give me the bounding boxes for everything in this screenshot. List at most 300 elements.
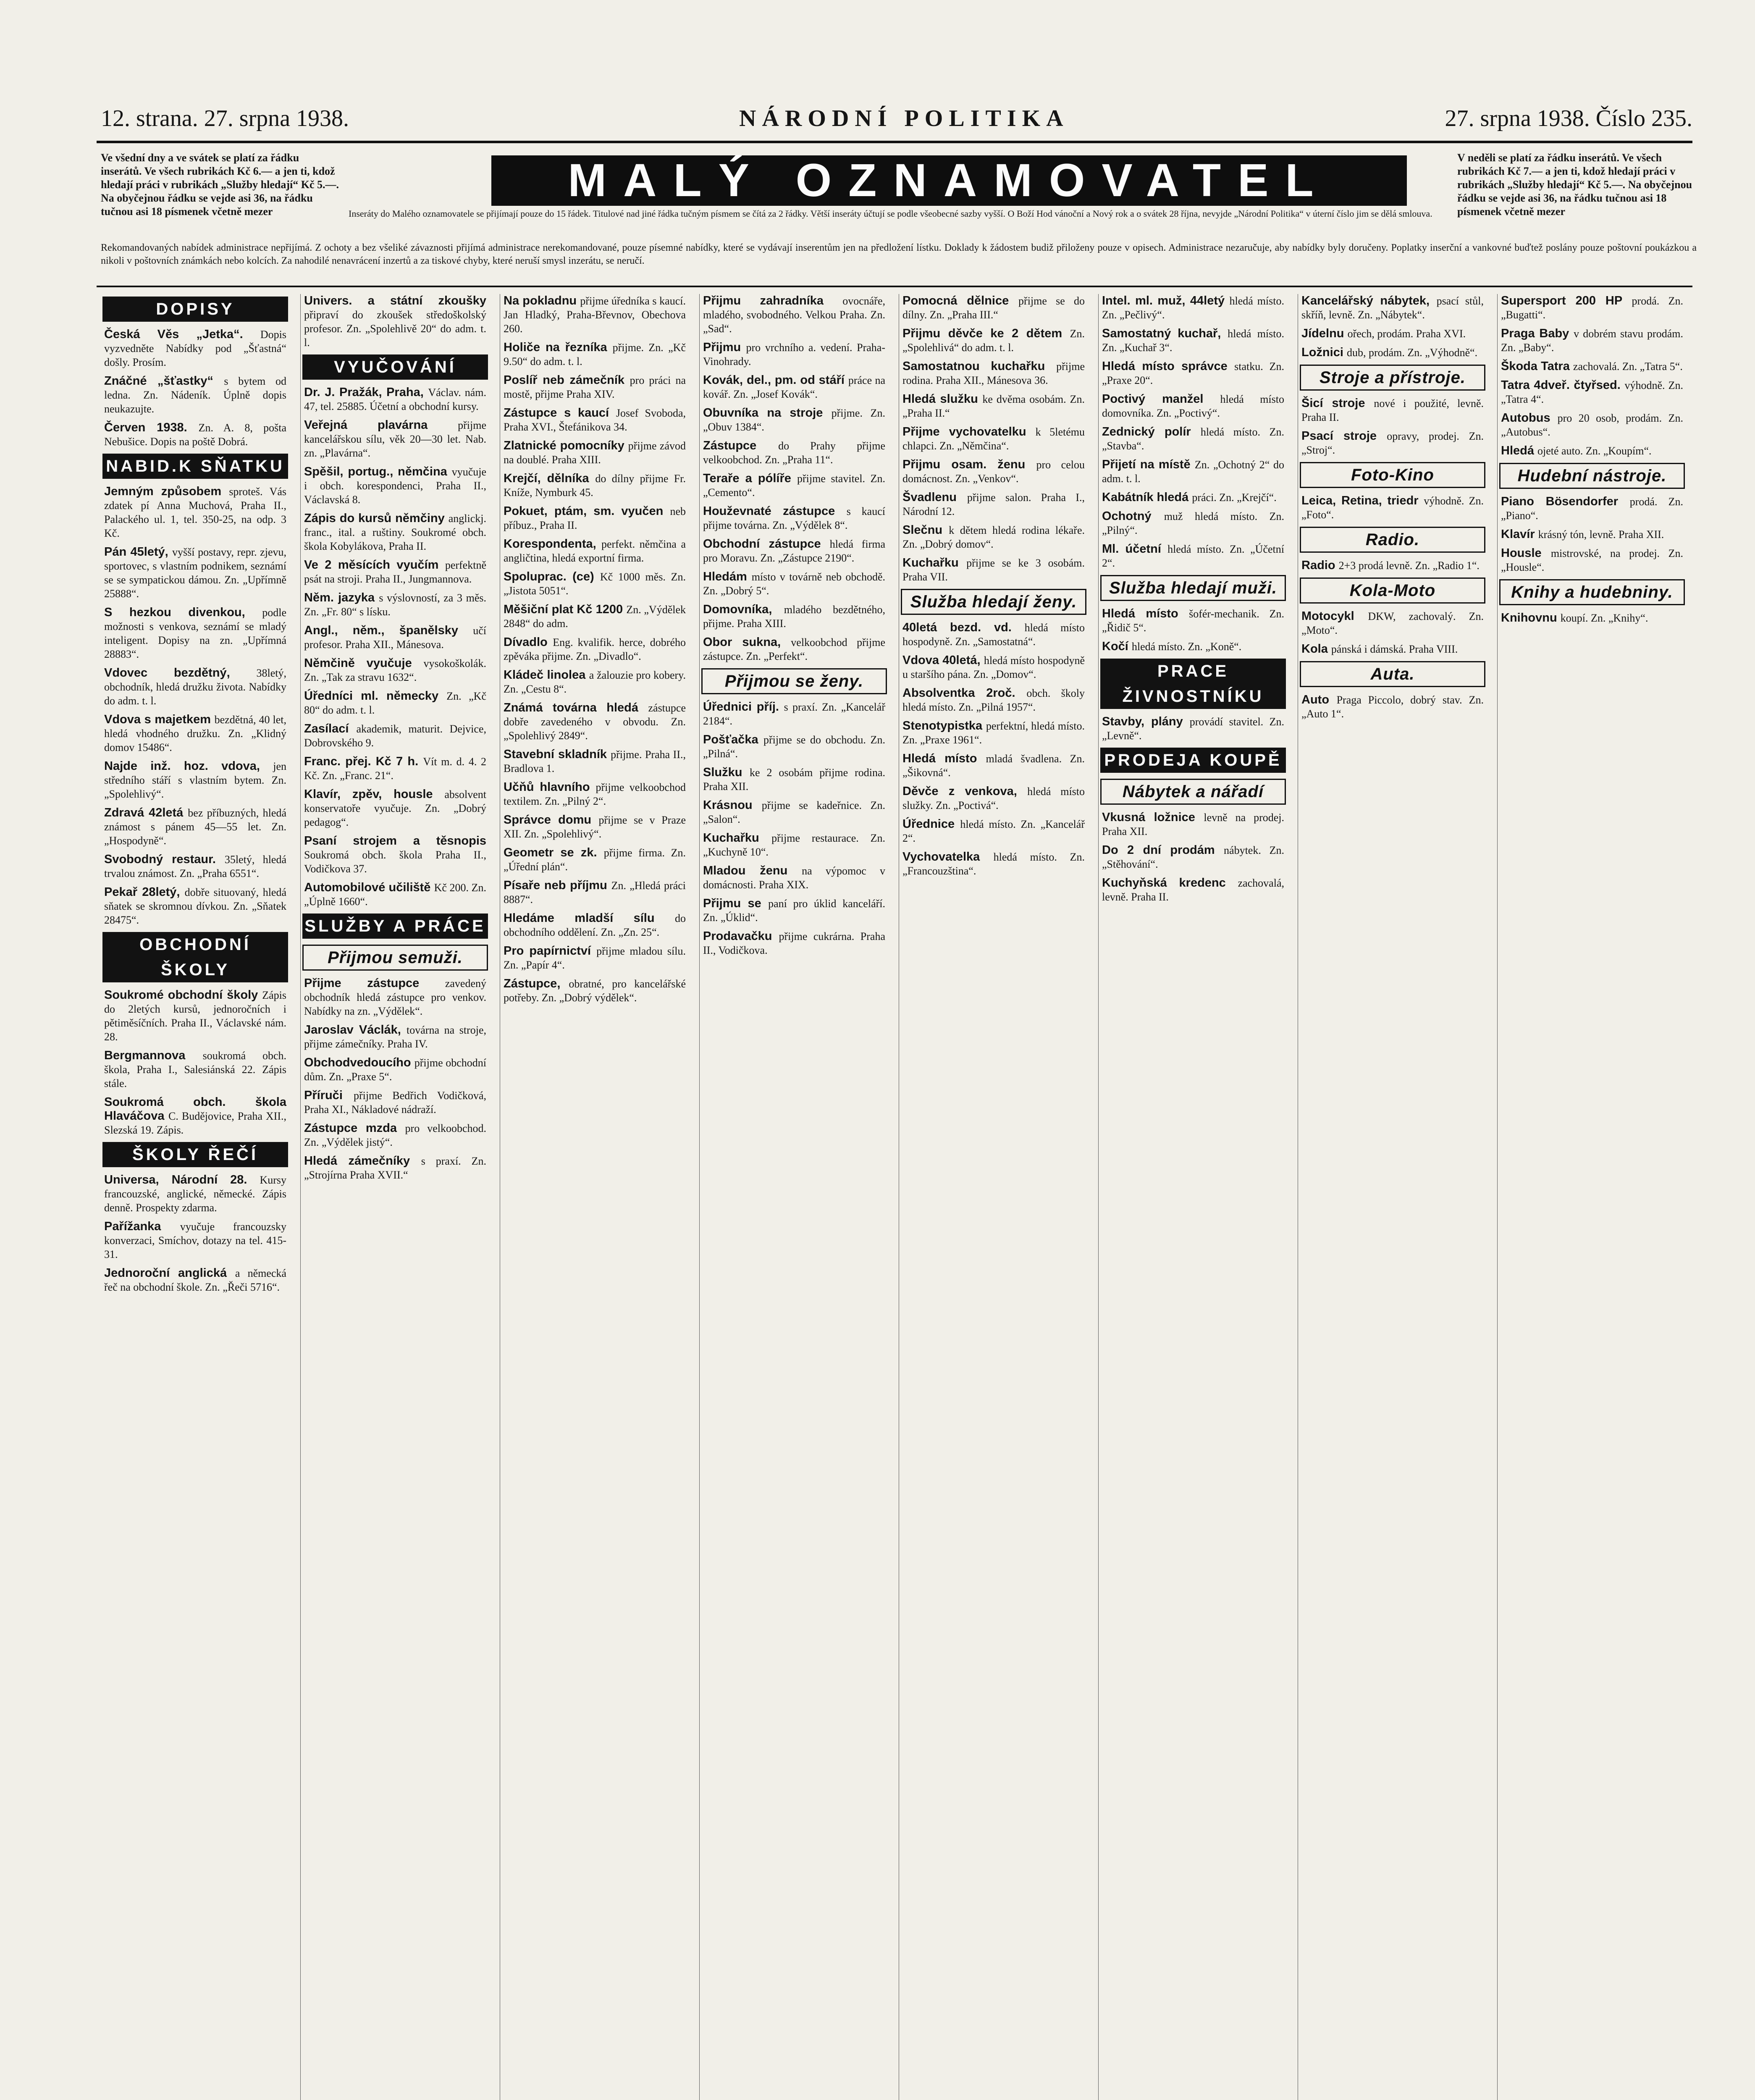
ad-headline: Obchodní zástupce	[703, 537, 830, 551]
classified-ad	[504, 635, 686, 663]
ad-headline: Služku	[703, 766, 750, 779]
ad-text: továrna na stroje, přijme zámečníky. Praha IV.	[304, 1024, 486, 1050]
classified-ad	[304, 656, 486, 684]
classified-ad	[104, 1173, 286, 1215]
ad-headline: Motocykl	[1301, 609, 1368, 623]
classified-ad	[304, 834, 486, 876]
ad-text: místo v továrně neb obchodě. Zn. „Dobrý 5“.	[703, 571, 885, 597]
classified-ad	[902, 491, 1085, 518]
ad-headline: Mladou ženu	[703, 864, 802, 877]
ad-text: hledá místo hospodyně u staršího pána. Zn. „Domov“.	[902, 654, 1085, 680]
ad-text: hledá místo. Zn. „Stavba“.	[1102, 426, 1284, 452]
ad-headline: Vdova 40letá,	[902, 654, 984, 667]
ad-text: přijme firma. Zn. „Úřední plán“.	[504, 847, 686, 873]
ad-text: přijme salon. Praha I., Národní 12.	[902, 491, 1085, 517]
classified-ad	[1102, 360, 1284, 387]
ad-headline: Úřednici příj.	[703, 700, 784, 714]
ad-headline: Správce domu	[504, 813, 599, 827]
ad-headline: Pán 45letý,	[104, 545, 172, 559]
classified-ad	[1501, 495, 1683, 522]
ad-headline: Škoda Tatra	[1501, 360, 1573, 373]
ad-headline: Zápis do kursů němčiny	[304, 512, 449, 525]
ad-text: nové i použité, levně. Praha II.	[1301, 397, 1484, 423]
classified-ad	[104, 374, 286, 416]
ad-headline: Do 2 dní prodám	[1102, 843, 1224, 857]
ad-headline: Obchodvedoucího	[304, 1056, 414, 1069]
ad-headline: Hledá	[1501, 444, 1538, 457]
ad-headline: Poctivý manžel	[1102, 392, 1220, 406]
ad-headline: Kuchařku	[902, 556, 967, 570]
ad-text: perfektní, hledá místo. Zn. „Praxe 1961“.	[902, 720, 1085, 746]
ad-text: Zn. „Hledá práci 8887“.	[504, 879, 686, 906]
classified-ad	[1301, 429, 1484, 457]
ad-text: sproteš. Vás zdatek pí Anna Muchová, Praha II., Palackého ul. 1, tel. 350-25, na odp. 3 Kč.	[104, 486, 286, 539]
ad-headline: Najde inž. hoz. vdova,	[104, 759, 273, 773]
ad-text: mistrovské, na prodej. Zn. „Housle“.	[1501, 547, 1683, 573]
ad-headline: Soukromé obchodní školy	[104, 988, 262, 1002]
ad-text: vysokoškolák. Zn. „Tak za stravu 1632“.	[304, 657, 486, 683]
ad-headline: Přijmu zahradníka	[703, 294, 843, 307]
ad-headline: Angl., něm., španělsky	[304, 624, 473, 637]
classified-ad	[703, 570, 885, 598]
ad-headline: Hledá místo	[902, 752, 986, 765]
ad-text: učí profesor. Praha XII., Mánesova.	[304, 625, 486, 651]
ad-text: připraví do zkoušek středoškolský profesor. Zn. „Spolehlivě 20“ do adm. t. l.	[304, 309, 486, 349]
classified-ad	[902, 425, 1085, 453]
masthead-title: NÁRODNÍ POLITIKA	[739, 105, 1069, 131]
classified-ad	[1501, 294, 1683, 322]
ad-text: hledá firma pro Moravu. Zn. „Zástupce 2190“.	[703, 538, 886, 564]
ad-text: dub, prodám. Zn. „Výhodně“.	[1346, 346, 1478, 359]
ad-headline: Hledám	[703, 570, 752, 583]
ad-text: mladá švadlena. Zn. „Šikovná“.	[902, 753, 1085, 779]
ad-headline: Příruči	[304, 1089, 354, 1102]
classified-ad	[504, 439, 686, 467]
ad-text: Zn. „Spolehlivá“ do adm. t. l.	[902, 328, 1085, 354]
section-heading: ŠKOLY ŘEČÍ	[102, 1142, 288, 1167]
ad-headline: Kovák, del., pm. od stáří	[703, 373, 848, 387]
classified-ad	[104, 666, 286, 708]
ad-text: práce na kovář. Zn. „Josef Kovák“.	[703, 374, 885, 400]
ad-headline: Stavební skladník	[504, 748, 611, 761]
ad-text: Kursy francouzské, anglické, německé. Zápis denně. Prospekty zdarma.	[104, 1174, 286, 1214]
ad-headline: Děvče z venkova,	[902, 785, 1028, 798]
ad-text: přijme závod na doublé. Praha XIII.	[504, 440, 686, 466]
ad-headline: Krásnou	[703, 798, 762, 812]
section-heading: Služba hledají ženy.	[901, 589, 1086, 615]
ad-text: zachovalá, levně. Praha II.	[1102, 877, 1284, 903]
classified-ad	[902, 817, 1085, 845]
ad-headline: Universa, Národní 28.	[104, 1173, 260, 1186]
ad-headline: Učňů hlavního	[504, 780, 596, 794]
ad-headline: Jaroslav Václák,	[304, 1023, 407, 1037]
classified-ad	[104, 806, 286, 848]
ad-headline: Kola	[1301, 642, 1331, 656]
ad-text: k 5letému chlapci. Zn. „Němčina“.	[902, 426, 1085, 452]
classified-ad	[504, 472, 686, 499]
ad-headline: Na pokladnu	[504, 294, 580, 307]
classified-ad	[703, 766, 885, 793]
weekday-price-note: Ve všední dny a ve svátek se platí za řádku inserátů. Ve všech rubrikách Kč 6.— a jen ti, kdož hledají práci v rubrikách „Služby hledají“ Kč 5.—. Na obyčejnou řádku se vejde asi 36, na řádku tučnou asi 18 písmenek včetně mezer	[101, 152, 339, 218]
ad-headline: Spoluprac. (ce)	[504, 570, 600, 583]
ad-text: do obchodního oddělení. Zn. „Zn. 25“.	[504, 912, 686, 938]
ad-headline: Veřejná plavárna	[304, 418, 458, 432]
ad-text: hledá místo. Zn. „Kancelář 2“.	[902, 818, 1085, 844]
ad-text: paní pro úklid kanceláří. Zn. „Úklid“.	[703, 898, 885, 924]
ad-text: pro celou domácnost. Zn. „Venkov“.	[902, 459, 1085, 485]
classified-ad	[1102, 327, 1284, 354]
classified-ad	[1501, 528, 1683, 541]
classified-ad	[304, 558, 486, 586]
section-heading: Služba hledají muži.	[1100, 575, 1286, 601]
header-rule	[97, 141, 1692, 143]
administration-disclaimer: Rekomandovaných nabídek administrace nepřijímá. Z ochoty a bez všeliké závaznosti přijímá administrace nerekomandované, pouze písemné nabídky, které se vydávají inserentům jen na předložení lístku. Doklady k žádostem budiž přiloženy pouze v opisech. Administrace nezaručuje, aby nabídky byly doručeny. Poplatky inserční a vankovné buďtež poslány pouze poštovní poukázkou a nikoli v poštovních známkách nebo kolcích. Za nahodilé nenavrácení inzertů a za tiskové chyby, které neruší smysl inzerátu, se neručí.	[101, 242, 1697, 266]
ad-headline: Vkusná ložnice	[1102, 811, 1204, 824]
ad-text: přijme se v Praze XII. Zn. „Spolehlivý“.	[504, 814, 686, 840]
ad-text: psací stůl, skříň, levně. Zn. „Nábytek“.	[1301, 295, 1484, 321]
ad-text: pro práci na mostě, přijme Praha XIV.	[504, 374, 686, 400]
ad-headline: Supersport 200 HP	[1501, 294, 1632, 307]
ad-text: obratné, pro kancelářské potřeby. Zn. „Dobrý výdělek“.	[504, 978, 686, 1004]
ad-text: přijme. Zn. „Obuv 1384“.	[703, 407, 885, 433]
section-heading: Stroje a přístroje.	[1300, 365, 1485, 391]
classified-ad	[504, 846, 686, 874]
ad-headline: Jídelnu	[1301, 327, 1348, 340]
page-number-date: 12. strana. 27. srpna 1938.	[101, 105, 349, 131]
ad-text: prodá. Zn. „Piano“.	[1501, 496, 1683, 522]
ad-headline: Obor sukna,	[703, 635, 791, 649]
ad-rules-intro: Inseráty do Malého oznamovatele se přijímají pouze do 15 řádek. Titulové nad jiné řádka tučným písmem se čítá za 2 řádky. Větší inseráty účtují se podle všeobecné sazby vyšší. O Boží Hod vánoční a Nový rok a o svátek 28 října, nevyjde „Národní Politika“ v úterní číslo jim se dělá smlouva.	[349, 209, 1432, 219]
ad-headline: Jemným způsobem	[104, 485, 229, 498]
classified-ad	[703, 700, 885, 728]
ad-headline: 40letá bezd. vd.	[902, 621, 1025, 634]
classified-ad	[504, 748, 686, 775]
classified-ad	[504, 944, 686, 972]
classified-ad	[1501, 360, 1683, 373]
ad-text: nábytek. Zn. „Stěhování“.	[1102, 844, 1285, 870]
classified-ad	[1301, 346, 1484, 360]
classified-ad	[104, 885, 286, 927]
ad-text: práci. Zn. „Krejčí“.	[1192, 491, 1277, 504]
ad-headline: Něm. jazyka	[304, 591, 379, 604]
classified-ad	[304, 689, 486, 717]
ad-headline: Psací stroje	[1301, 429, 1387, 443]
ad-text: bezdětná, 40 let, hledá vhodného družku. Zn. „Klidný domov 15486“.	[104, 714, 286, 753]
ad-text: hledá místo. Zn. „Koně“.	[1131, 640, 1242, 653]
ad-headline: Radio	[1301, 559, 1339, 572]
ad-headline: Obuvníka na stroje	[703, 406, 832, 420]
ad-text: s bytem od ledna. Zn. Nádeník. Úplně dopis neukazujte.	[104, 375, 286, 415]
section-banner: MALÝ OZNAMOVATEL	[491, 155, 1407, 206]
classified-ad	[104, 759, 286, 801]
ad-headline: Autobus	[1501, 411, 1558, 425]
classified-ad	[504, 537, 686, 565]
ad-text: k dětem hledá rodina lékaře. Zn. „Dobrý domov“.	[902, 524, 1085, 550]
ad-headline: Univers. a státní zkoušky	[304, 294, 486, 307]
ad-headline: Ve 2 měsících vyučím	[304, 558, 445, 572]
classified-ad	[504, 780, 686, 808]
ad-text: hledá místo. Zn. „Pečlivý“.	[1102, 295, 1285, 321]
ad-headline: Přijmu	[703, 341, 746, 354]
ad-text: obch. školy hledá místo. Zn. „Pilná 1957“.	[902, 687, 1085, 713]
ad-headline: Domovníka,	[703, 603, 784, 616]
ad-text: pro velkoobchod. Zn. „Výdělek jistý“.	[304, 1122, 486, 1148]
ad-text: neb příbuz., Praha II.	[504, 505, 686, 531]
ad-headline: Vdovec bezdětný,	[104, 666, 257, 680]
classified-ad	[703, 341, 885, 368]
ad-text: Kč 1000 měs. Zn. „Jistota 5051“.	[504, 571, 686, 597]
ad-headline: Úředníci ml. německy	[304, 689, 447, 703]
classified-ad	[504, 668, 686, 696]
ad-text: Praga Piccolo, dobrý stav. Zn. „Auto 1“.	[1301, 694, 1484, 720]
ad-text: ořech, prodám. Praha XVI.	[1347, 328, 1466, 340]
ad-headline: Leica, Retina, triedr	[1301, 494, 1424, 507]
ad-headline: Klavír, zpěv, housle	[304, 788, 445, 801]
classified-ad	[1102, 458, 1284, 486]
ad-headline: Zednický polír	[1102, 425, 1201, 438]
section-heading: SLUŽBY A PRÁCE	[302, 914, 488, 939]
ad-headline: Zlatnické pomocníky	[504, 439, 628, 452]
section-heading: Radio.	[1300, 527, 1485, 553]
ad-text: ovocnáře, mladého, svobodného. Velkou Praha. Zn. „Sad“.	[703, 295, 885, 335]
classified-ad	[1102, 491, 1284, 504]
ad-text: hledá místo. Zn. „Kuchař 3“.	[1102, 328, 1284, 354]
classified-ad	[104, 853, 286, 880]
ad-column	[101, 294, 290, 2100]
classified-ad	[504, 813, 686, 841]
ad-text: perfekt. němčina a angličtina, hledá exportní firma.	[504, 538, 686, 564]
ad-headline: Pařížanka	[104, 1220, 180, 1233]
classified-ad	[1102, 425, 1284, 453]
ad-headline: Jednoroční anglická	[104, 1266, 235, 1280]
classified-ad	[304, 418, 486, 460]
classified-ad	[1501, 546, 1683, 574]
classified-ad	[304, 465, 486, 507]
ad-headline: Housle	[1501, 546, 1551, 560]
ad-text: s praxí. Zn. „Kancelář 2184“.	[703, 701, 885, 727]
classified-ad	[1102, 843, 1284, 871]
banner-rule	[97, 286, 1692, 287]
section-heading: Hudební nástroje.	[1499, 463, 1685, 489]
ad-headline: Pošťačka	[703, 733, 763, 746]
ad-text: Zápis do 2letých kursů, jednoročních i pětiměsíčních. Praha II., Václavské nám. 28.	[104, 989, 286, 1043]
section-heading: Auta.	[1300, 661, 1485, 687]
ad-text: anglickj. franc., ital. a ruštiny. Soukromé obch. škola Kobylákova, Praha II.	[304, 512, 486, 552]
classified-ad	[902, 621, 1085, 648]
classified-ad	[304, 386, 486, 413]
ad-text: přijme restaurace. Zn. „Kuchyně 10“.	[703, 832, 885, 858]
ad-text: výhodně. Zn. „Foto“.	[1301, 495, 1484, 521]
classified-ad	[504, 879, 686, 906]
classified-ad	[902, 654, 1085, 681]
ad-text: provádí stavitel. Zn. „Levně“.	[1102, 716, 1284, 742]
classified-ad	[1501, 327, 1683, 354]
ad-text: přijme se kadeřnice. Zn. „Salon“.	[703, 799, 886, 825]
ad-text: jen středního stáří s vlastním bytem. Zn. „Spolehlivý“.	[104, 760, 286, 800]
classified-ad	[1301, 609, 1484, 637]
section-heading: Kola-Moto	[1300, 578, 1485, 604]
ad-column	[1298, 294, 1487, 2100]
ad-text: hledá místo. Zn. „Účetní 2“.	[1102, 543, 1284, 569]
ad-text: levně na prodej. Praha XII.	[1102, 811, 1284, 837]
classified-ad	[504, 504, 686, 532]
classified-ad	[1501, 411, 1683, 439]
ad-headline: Spěšil, portug., němčina	[304, 465, 452, 478]
ad-headline: Šicí stroje	[1301, 396, 1374, 410]
ad-headline: Červen 1938.	[104, 421, 199, 434]
ad-text: přijme velkoobchod textilem. Zn. „Pilný 2“.	[504, 781, 686, 807]
ad-headline: Samostatnou kuchařku	[902, 360, 1057, 373]
ad-text: vyučuje francouzsky konverzaci, Smíchov, dotazy na tel. 415-31.	[104, 1221, 286, 1260]
ad-headline: Prodavačku	[703, 929, 779, 943]
classified-ad	[504, 570, 686, 598]
ad-headline: Zdravá 42letá	[104, 806, 188, 819]
classified-ad	[304, 1089, 486, 1116]
ad-text: vyšší postavy, repr. zjevu, sportovec, s vlastním podnikem, seznámí se se sympatickou dámou. Zn. „Upřímně 25888“.	[104, 546, 286, 600]
ad-headline: Soukromá obch. škola Hlaváčova	[104, 1095, 286, 1123]
ad-text: zachovalá. Zn. „Tatra 5“.	[1573, 360, 1683, 373]
classified-ad	[104, 421, 286, 449]
ad-text: pánská i dámská. Praha VIII.	[1331, 643, 1458, 655]
ad-headline: Psaní strojem a těsnopis	[304, 834, 486, 848]
section-heading: VYUČOVÁNÍ	[302, 354, 488, 380]
classified-ad	[104, 485, 286, 540]
ad-headline: Přijmu osam. ženu	[902, 458, 1036, 471]
classified-ad	[304, 1023, 486, 1051]
ad-headline: Ml. účetní	[1102, 542, 1168, 556]
classified-ad	[304, 722, 486, 750]
classified-ad	[703, 406, 885, 434]
classified-ad	[1501, 611, 1683, 625]
ad-headline: Přijmu se	[703, 897, 769, 910]
classified-ad	[703, 798, 885, 826]
ad-headline: Němčině vyučuje	[304, 656, 424, 670]
classified-ad	[304, 788, 486, 829]
ad-column	[899, 294, 1088, 2100]
classified-ad	[1102, 607, 1284, 635]
classified-ad	[104, 1266, 286, 1294]
ad-text: na výpomoc v domácnosti. Praha XIX.	[703, 865, 885, 891]
classified-ad	[902, 458, 1085, 486]
classified-ad	[703, 831, 885, 859]
ad-text: krásný tón, levně. Praha XII.	[1538, 528, 1664, 541]
ad-text: Vít m. d. 4. 2 Kč. Zn. „Franc. 21“.	[304, 756, 486, 782]
ad-headline: S hezkou divenkou,	[104, 606, 262, 619]
classified-ad	[504, 603, 686, 630]
ad-text: akademik, maturit. Dejvice, Dobrovského 9.	[304, 723, 486, 749]
classified-ad	[1501, 378, 1683, 406]
ad-headline: Pro papírnictví	[504, 944, 597, 958]
ad-headline: Kabátník hledá	[1102, 491, 1192, 504]
ad-headline: Přijmu děvče ke 2 dětem	[902, 327, 1070, 340]
classified-ad	[902, 523, 1085, 551]
ad-headline: Česká Věs „Jetka“.	[104, 328, 260, 341]
ad-headline: Poslíř neb zámečník	[504, 373, 630, 387]
ad-text: DKW, zachovalý. Zn. „Moto“.	[1301, 610, 1484, 636]
ad-headline: Písaře neb příjmu	[504, 879, 611, 892]
classified-ad	[1301, 559, 1484, 572]
classified-ad	[703, 294, 885, 336]
classified-ad	[902, 785, 1085, 812]
ad-headline: Úřednice	[902, 817, 960, 831]
classified-ad	[1301, 494, 1484, 522]
ad-headline: Vychovatelka	[902, 850, 994, 864]
ad-text: do dílny přijme Fr. Kníže, Nymburk 45.	[504, 472, 686, 499]
ad-text: muž hledá místo. Zn. „Pilný“.	[1102, 510, 1284, 536]
ad-headline: Bergmannova	[104, 1049, 203, 1062]
classified-ad	[1301, 396, 1484, 424]
classified-ad	[1301, 294, 1484, 322]
ad-headline: Zástupce mzda	[304, 1121, 405, 1135]
ad-headline: Franc. přej. Kč 7 h.	[304, 755, 423, 768]
ad-text: hledá místo domovníka. Zn. „Poctivý“.	[1102, 393, 1284, 419]
ad-text: přijme se ke 3 osobám. Praha VII.	[902, 557, 1085, 583]
ad-headline: Holiče na řezníka	[504, 341, 613, 354]
ad-text: Zn. „Výdělek 2848“ do adm.	[504, 604, 686, 630]
classified-ad	[1301, 693, 1484, 721]
classified-ad	[1501, 444, 1683, 458]
classified-ad	[504, 294, 686, 336]
ad-text: zástupce dobře zavedeného v obvodu. Zn. „Spolehlivý 2849“.	[504, 702, 686, 742]
running-head	[101, 105, 1692, 139]
classified-ad	[1102, 715, 1284, 743]
ad-text: 2+3 prodá levně. Zn. „Radio 1“.	[1338, 559, 1480, 572]
ad-text: Václav. nám. 47, tel. 25885. Účetní a obchodní kursy.	[304, 386, 487, 412]
classified-ad	[104, 1049, 286, 1090]
ad-text: přijme rodina. Praha XII., Mánesova 36.	[902, 360, 1085, 386]
classified-ad	[703, 439, 885, 467]
ad-text: pro 20 osob, prodám. Zn. „Autobus“.	[1501, 412, 1683, 438]
ad-column	[1098, 294, 1288, 2100]
classified-ad	[504, 406, 686, 434]
ad-text: opravy, prodej. Zn. „Stroj“.	[1301, 430, 1484, 456]
ad-text: Zn. „Ochotný 2“ do adm. t. l.	[1102, 459, 1284, 485]
classified-ad	[504, 373, 686, 401]
ad-text: pro vrchního a. vedení. Praha-Vinohrady.	[703, 341, 885, 368]
classified-ad	[902, 850, 1085, 878]
classified-ad	[104, 1220, 286, 1261]
ad-headline: Hledáme mladší sílu	[504, 911, 675, 925]
classified-ad	[304, 591, 486, 619]
classified-ad	[1102, 811, 1284, 838]
ad-headline: Vdova s majetkem	[104, 713, 215, 726]
classified-ad	[504, 701, 686, 743]
ad-text: Dopis vyzvedněte Nabídky pod „Šťastná“ došly. Prosím.	[104, 328, 286, 368]
ad-text: absolvent konservatoře vyučuje. Zn. „Dobrý pedagog“.	[304, 788, 486, 828]
ad-column	[1497, 294, 1687, 2100]
classified-ad	[1102, 876, 1284, 904]
classified-ad	[304, 881, 486, 908]
ad-headline: Stavby, plány	[1102, 715, 1190, 728]
ad-headline: Knihovnu	[1501, 611, 1561, 625]
classified-ad	[104, 328, 286, 369]
classified-ad	[703, 373, 885, 401]
section-heading: NABID.K SŇATKU	[102, 454, 288, 479]
classified-ad	[104, 988, 286, 1044]
ad-text: a německá řeč na obchodní škole. Zn. „Řeči 5716“.	[104, 1267, 286, 1293]
ad-text: soukromá obch. škola, Praha I., Salesiánská 22. Zápis stále.	[104, 1050, 286, 1089]
ad-text: mladého bezdětného, přijme. Praha XIII.	[703, 604, 885, 630]
ad-text: Josef Svoboda, Praha XVI., Štefánikova 34.	[504, 407, 686, 433]
ad-text: statku. Zn. „Praxe 20“.	[1102, 360, 1284, 386]
ad-headline: Auto	[1301, 693, 1337, 706]
classified-ad	[902, 392, 1085, 420]
ad-text: hledá místo hospodyně. Zn. „Samostatná“.	[902, 622, 1085, 648]
sunday-price-note: V neděli se platí za řádku inserátů. Ve všech rubrikách Kč 7.— a jen ti, kdož hledají práci v rubrikách „Služby hledají“ Kč 5.—. Na obyčejnou řádku se vejde asi 36, na řádku tučnou asi 18 písmenek včetně mezer	[1457, 152, 1692, 218]
section-heading: PRODEJA KOUPĚ	[1100, 748, 1286, 773]
ad-text: prodá. Zn. „Bugatti“.	[1501, 295, 1683, 321]
ad-headline: Slečnu	[902, 523, 949, 537]
